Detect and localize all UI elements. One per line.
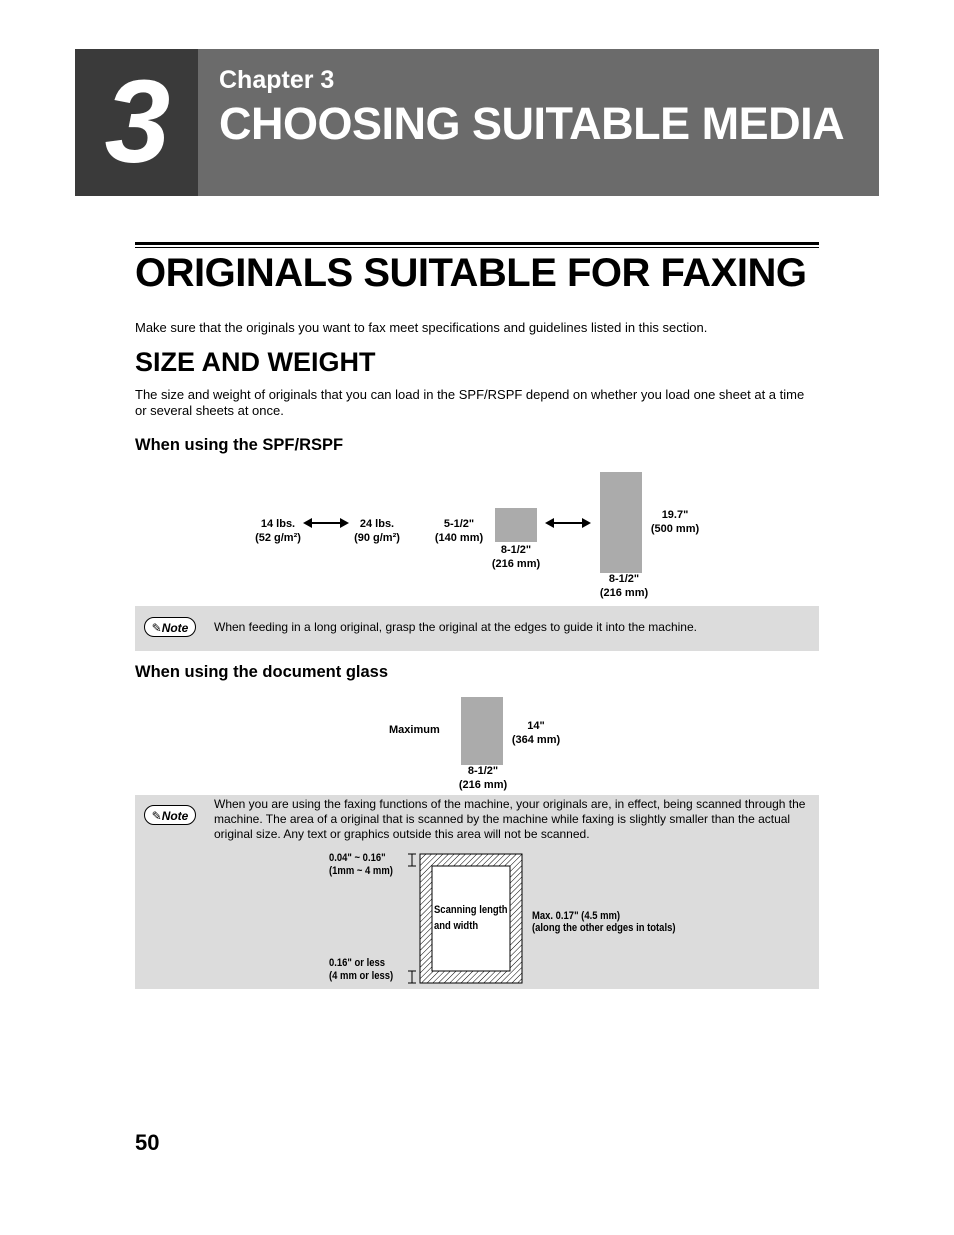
section-title: ORIGINALS SUITABLE FOR FAXING [135,251,807,295]
size-range-arrow [545,517,591,529]
small-length-label: 5-1/2" (140 mm) [434,518,484,544]
large-original-shape [600,472,642,573]
subsection-body: The size and weight of originals that you can load in the SPF/RSPF depend on whether you load one sheet at a time or several sheets at once. [135,387,805,418]
top-margin-label: 0.04" ~ 0.16" (1mm ~ 4 mm) [329,852,393,877]
glass-length-label: 14" (364 mm) [511,720,561,746]
weight-min-label: 14 lbs. (52 g/m²) [255,518,301,544]
glass-width-label: 8-1/2" (216 mm) [458,765,508,791]
note-badge: ✎Note [144,617,196,637]
glass-original-shape [461,697,503,765]
chapter-number: 3 [104,56,169,188]
large-width-label: 8-1/2" (216 mm) [599,573,649,599]
note-badge: ✎Note [144,805,196,825]
small-original-shape [495,508,537,542]
section-rule-thin [135,247,819,248]
chapter-number-block [75,49,198,196]
glass-maximum-label: Maximum [389,724,440,736]
side-margin-label: Max. 0.17" (4.5 mm) (along the other edges in totals) [532,910,676,934]
scan-area-label: Scanning length and width [434,904,508,932]
chapter-label: Chapter 3 [219,66,335,94]
note-box-spf [135,606,819,651]
note-text-glass: When you are using the faxing functions of the machine, your originals are, in effect, being scanned through the machine. The area of a original that is scanned by the machine while faxing is slightly smaller than the actual original size. Any text or graphics outside this area will not be scanned. [214,797,806,841]
glass-heading: When using the document glass [135,663,389,681]
chapter-title: CHOOSING SUITABLE MEDIA [219,98,845,149]
section-rule [135,242,819,245]
pencil-icon: ✎ [151,809,162,823]
weight-range-arrow [303,517,349,529]
note-text-spf: When feeding in a long original, grasp the original at the edges to guide it into the machine. [214,620,697,634]
section-intro: Make sure that the originals you want to fax meet specifications and guidelines listed in this section. [135,320,708,335]
pencil-icon: ✎ [151,621,162,635]
weight-max-label: 24 lbs. (90 g/m²) [354,518,400,544]
large-length-label: 19.7" (500 mm) [650,509,700,535]
page-number: 50 [135,1130,160,1155]
spf-heading: When using the SPF/RSPF [135,436,344,454]
bottom-margin-label: 0.16" or less (4 mm or less) [329,957,394,982]
small-width-label: 8-1/2" (216 mm) [491,544,541,570]
subsection-title: SIZE AND WEIGHT [135,347,376,377]
